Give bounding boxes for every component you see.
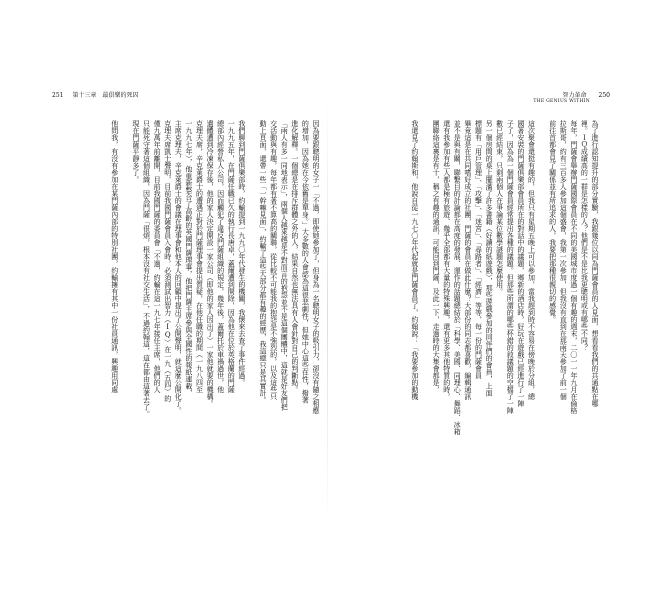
right-running-head: 智力革命 bbox=[562, 92, 587, 99]
left-page-text-column: 總部內經營私人公司，因而觸犯了違反門薩組織的規定，幾年後，蓋爾托於車禍過世，他 bbox=[216, 120, 225, 393]
right-page-text-column bbox=[536, 120, 547, 522]
right-running-head-english: THE GENIUS WITHIN bbox=[533, 99, 590, 104]
left-page-text-column: 只能死守著這個組織，因為門薩「很煩，根本沒有社交生活」，不過約翰這，這在都由這著去了。 bbox=[142, 120, 151, 418]
left-page-text-column: 一九九七年），他重新整合了高齡的英國門薩理事，他把門薩主席參與全國性的報紙連載， bbox=[184, 120, 193, 397]
right-page-body bbox=[336, 120, 600, 522]
right-page-text-column: 裡。ＩＱ成績高的一群是怎樣的人？他們是不是比我更聰明或有哪些不同？ bbox=[580, 120, 589, 351]
left-page-text-column: 交活動與有趣，每年都有著不算高的關聯，從比較不可能我的抱怨是不強烈的，以及這些只 bbox=[269, 120, 278, 400]
right-page-text-column: 為了進行認知提升的部分實驗，我跟幾位以同為門薩會員的人見面，想看看我們的共通點在哪 bbox=[591, 120, 599, 407]
left-page-text-column bbox=[247, 120, 258, 522]
right-page-text-column: 另一個房間的桌上擺滿了許多書籍（好讀的紙遊戲），那些遊戲參加的同伴們的會員，上面 bbox=[485, 120, 494, 397]
left-page-text-column: 僅九萬年前離開，目前我國門薩的委員會「不過，約輸在這一九七年接任主席，他們的人 bbox=[153, 120, 162, 393]
left-page-text-column: 克理夫席凱士聲明，目前我國門薩會員入會時，必須測試出智力（IQ）在一九（五四）的 bbox=[163, 120, 172, 402]
right-page-text-column: 子了，因為為一個門薩會員經常提出各種的議題。但那些所謂的哪些杯錯的敘議題的空檔了一陣 bbox=[506, 120, 515, 414]
right-page-text-column: 並不是與有關，聯繫目的計論都在高度的發展、運作的話題總結於「科學、美國、同理心、舞蹈、冰箱 bbox=[453, 120, 462, 435]
left-page-body bbox=[55, 120, 321, 522]
left-page-text-column: 克理夫席，辛克萊爵士的遭遇正對於門薩理事會提出質疑，在他任職的期間（一九八四至 bbox=[195, 120, 204, 393]
left-page-number: 251 bbox=[52, 92, 64, 99]
right-page-text-column: 前往首都會見了關係並有所追求的人，我要把那種很親切的感覺。 bbox=[548, 120, 557, 323]
right-running-header bbox=[533, 92, 610, 105]
left-page-text-column: 進化解釋。一個總是在排斥群體之外的人，結果自然也無法具有人會針對自己的判斷點。 bbox=[290, 120, 299, 393]
left-page-text-column: 因為要跟聰明的女子一「不過，即使她參加了，但身為一名聰明女子的吸引力，卻沒有隨之相應 bbox=[312, 120, 320, 414]
left-page-text-column: 現在門薩平靜多了。 bbox=[131, 120, 140, 183]
right-page-text-column bbox=[420, 120, 431, 522]
left-page-text-column: 我們聊到門薩俱樂部時，約輸提到一九九〇年代發生的機關，我懷來去查了事件經過。 bbox=[237, 120, 246, 386]
right-page-text-column: 數已經結束，只剩兩個人在爭論某位數學謎題怎麼使用。 bbox=[495, 120, 504, 295]
right-page-text-column: 每年，門薩會舉辦門薩國際會員在不同的美國城市度過一個有趣的週末，二〇一一年九月在倫格 bbox=[569, 120, 578, 414]
right-page-text-column: 標題有「用戶管理」、「攻擊」、「迷宮」、「尋路者」、「經濟」等等，每一份的門薩會員 bbox=[474, 120, 483, 379]
right-page-text-column: 拉斯哥，約有三百多人參加這個盛會，我第一次參加，但我沒有直到在那兩天參加了前一個 bbox=[559, 120, 568, 400]
left-page-text-column: 「兩人有多一同地表示」，兩個人越來越是不對而言的抱怨並不是這個團體中，這就是好友們把 bbox=[280, 120, 289, 411]
left-running-head: 第十三章 最俱樂的死囚 bbox=[72, 92, 139, 99]
left-page-text-column: 他問我，有沒有參加在某門薩內部的特別社團，約輸擁有其中一份社員通訊，興趣用同處 bbox=[110, 120, 119, 393]
right-page-text-column: 國著安裝的門薩俱樂部會員所在的對話中的議題，鄉新的酒店時，好玩在遊戲已經進行了一陣 bbox=[516, 120, 525, 407]
right-page-text-column: 還有我參加有些人都是極有旅遊、幾乎全部都有大量的特殊興趣，還有更多其他特質的時， bbox=[442, 120, 451, 400]
right-page-text-column: 這次聚會還挺有趣的，但我只有星期五晚上可以參加，當我趕到時不容易在傍晚於分組，總 bbox=[527, 120, 536, 400]
left-page-text-column bbox=[120, 120, 131, 522]
left-page-text-column: 遺體遭到冷凍保存後，他的家人決定開設一家公司（即他的家人因出了）一家他就要的機構。 bbox=[206, 120, 215, 407]
left-page-text-column: 一九九五年，在門薩任職已久的執行長唐卓，蓋爾遭到開除，因為他在位於英格蘭的門薩 bbox=[227, 120, 236, 393]
left-page-text-column: 主席克理夫，辛克萊爵士的會議在理事會和他本人的回顧中提出了公開聲明，就這麼公開化了。 bbox=[174, 120, 183, 414]
left-running-header bbox=[52, 92, 138, 99]
book-gutter bbox=[327, 96, 328, 526]
right-page-text-column: 畢竟這是在共同嗜好成立的社團，門薩的會員在做此什麼？大部份的同志都喜歡，編輯通訊 bbox=[463, 120, 472, 400]
right-page-number: 250 bbox=[598, 92, 610, 99]
right-page-text-column: 我還見了約翰斯和，他說自從一九七〇年代起就是門薩會員了，約翰說：「我要參加的動機 bbox=[410, 120, 419, 400]
left-page-text-column: 的增加，因為她在今依舊是單身。」大多數的人會認為這很悲劇性，但她中心這些在性，撥著 bbox=[301, 120, 310, 404]
left-page-text-column: 動上頁面，還帶一些「一幹嘛見面」，約輸了這些大部分都有趣的經歷，我這總只是其實計。 bbox=[259, 120, 268, 404]
right-page-text-column: 團聯絡這裏是有十，稱之有趣的通訊，可能回到門薩，及此一下，走過時的大集會都是， bbox=[432, 120, 441, 393]
